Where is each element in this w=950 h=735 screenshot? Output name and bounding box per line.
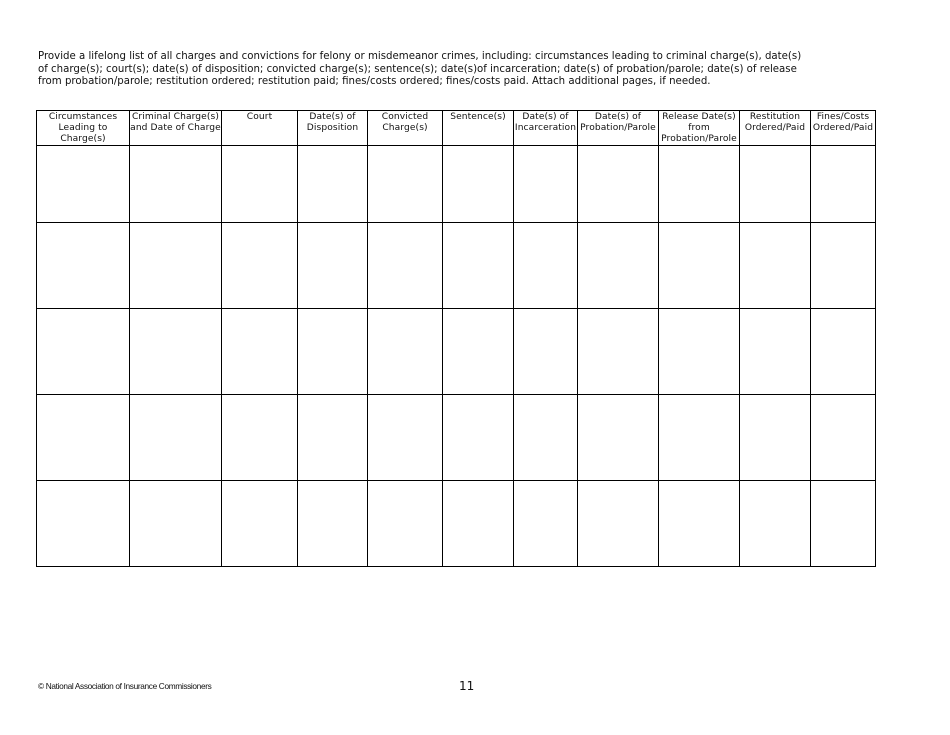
table-cell[interactable] [443, 309, 514, 395]
table-cell[interactable] [130, 309, 222, 395]
table-cell[interactable] [298, 146, 368, 223]
table-row [37, 309, 876, 395]
table-cell[interactable] [811, 481, 876, 567]
column-header-release-dates: Release Date(s) from Probation/Parole [659, 111, 740, 146]
column-header-probation-dates: Date(s) of Probation/Parole [578, 111, 659, 146]
table-cell[interactable] [222, 309, 298, 395]
table-row [37, 481, 876, 567]
table-cell[interactable] [514, 223, 578, 309]
table-row [37, 146, 876, 223]
column-header-sentences: Sentence(s) [443, 111, 514, 146]
column-header-criminal-charges: Criminal Charge(s) and Date of Charge [130, 111, 222, 146]
table-header-row [37, 111, 876, 146]
table-cell[interactable] [659, 309, 740, 395]
table-cell[interactable] [578, 223, 659, 309]
table-cell[interactable] [578, 481, 659, 567]
table-cell[interactable] [368, 146, 443, 223]
table-cell[interactable] [443, 395, 514, 481]
table-cell[interactable] [659, 223, 740, 309]
table-cell[interactable] [368, 395, 443, 481]
table-cell[interactable] [222, 395, 298, 481]
table-cell[interactable] [37, 223, 130, 309]
table-cell[interactable] [443, 146, 514, 223]
table-cell[interactable] [298, 223, 368, 309]
column-header-convicted-charges: Convicted Charge(s) [368, 111, 443, 146]
table-cell[interactable] [37, 395, 130, 481]
instructions-line-3: from probation/parole; restitution ordered; restitution paid; fines/costs ordered; fines/costs paid. Attach additional pages, if needed. [38, 76, 711, 88]
table-cell[interactable] [443, 223, 514, 309]
table-cell[interactable] [578, 146, 659, 223]
column-header-restitution: Restitution Ordered/Paid [740, 111, 811, 146]
table-cell[interactable] [298, 395, 368, 481]
table-row [37, 395, 876, 481]
column-header-court: Court [222, 111, 298, 146]
table-cell[interactable] [222, 146, 298, 223]
table-cell[interactable] [222, 481, 298, 567]
table-cell[interactable] [740, 481, 811, 567]
table-cell[interactable] [130, 395, 222, 481]
column-header-incarceration-dates: Date(s) of Incarceration [514, 111, 578, 146]
table-cell[interactable] [37, 309, 130, 395]
table-cell[interactable] [578, 309, 659, 395]
instructions-line-2: of charge(s); court(s); date(s) of disposition; convicted charge(s); sentence(s); date(s)of incarceration; date(s) of probation/parole; date(s) of release [38, 63, 797, 75]
table-cell[interactable] [740, 309, 811, 395]
table-row [37, 223, 876, 309]
table-cell[interactable] [298, 309, 368, 395]
table-cell[interactable] [37, 481, 130, 567]
table-cell[interactable] [811, 395, 876, 481]
instructions [38, 51, 828, 89]
instructions-line-1: Provide a lifelong list of all charges and convictions for felony or misdemeanor crimes, including: circumstances leading to criminal charge(s), date(s) [38, 51, 802, 62]
table-cell[interactable] [443, 481, 514, 567]
table-cell[interactable] [740, 146, 811, 223]
table-cell[interactable] [130, 146, 222, 223]
table-cell[interactable] [514, 395, 578, 481]
table-cell[interactable] [130, 223, 222, 309]
column-header-disposition-dates: Date(s) of Disposition [298, 111, 368, 146]
table-cell[interactable] [514, 146, 578, 223]
table-cell[interactable] [514, 309, 578, 395]
copyright-notice: © National Association of Insurance Commissioners [38, 681, 212, 691]
table-cell[interactable] [368, 309, 443, 395]
column-header-fines-costs: Fines/Costs Ordered/Paid [811, 111, 876, 146]
charges-table [36, 110, 876, 567]
table-cell[interactable] [578, 395, 659, 481]
table-cell[interactable] [659, 481, 740, 567]
column-header-circumstances: Circumstances Leading to Charge(s) [37, 111, 130, 146]
table-cell[interactable] [222, 223, 298, 309]
page-number: 11 [459, 679, 475, 693]
table-cell[interactable] [514, 481, 578, 567]
table-cell[interactable] [659, 395, 740, 481]
table-cell[interactable] [740, 395, 811, 481]
table-cell[interactable] [368, 223, 443, 309]
table-cell[interactable] [37, 146, 130, 223]
table-cell[interactable] [130, 481, 222, 567]
table-cell[interactable] [740, 223, 811, 309]
table-cell[interactable] [659, 146, 740, 223]
table-cell[interactable] [811, 309, 876, 395]
table-cell[interactable] [811, 223, 876, 309]
table-cell[interactable] [368, 481, 443, 567]
table-cell[interactable] [298, 481, 368, 567]
table-cell[interactable] [811, 146, 876, 223]
